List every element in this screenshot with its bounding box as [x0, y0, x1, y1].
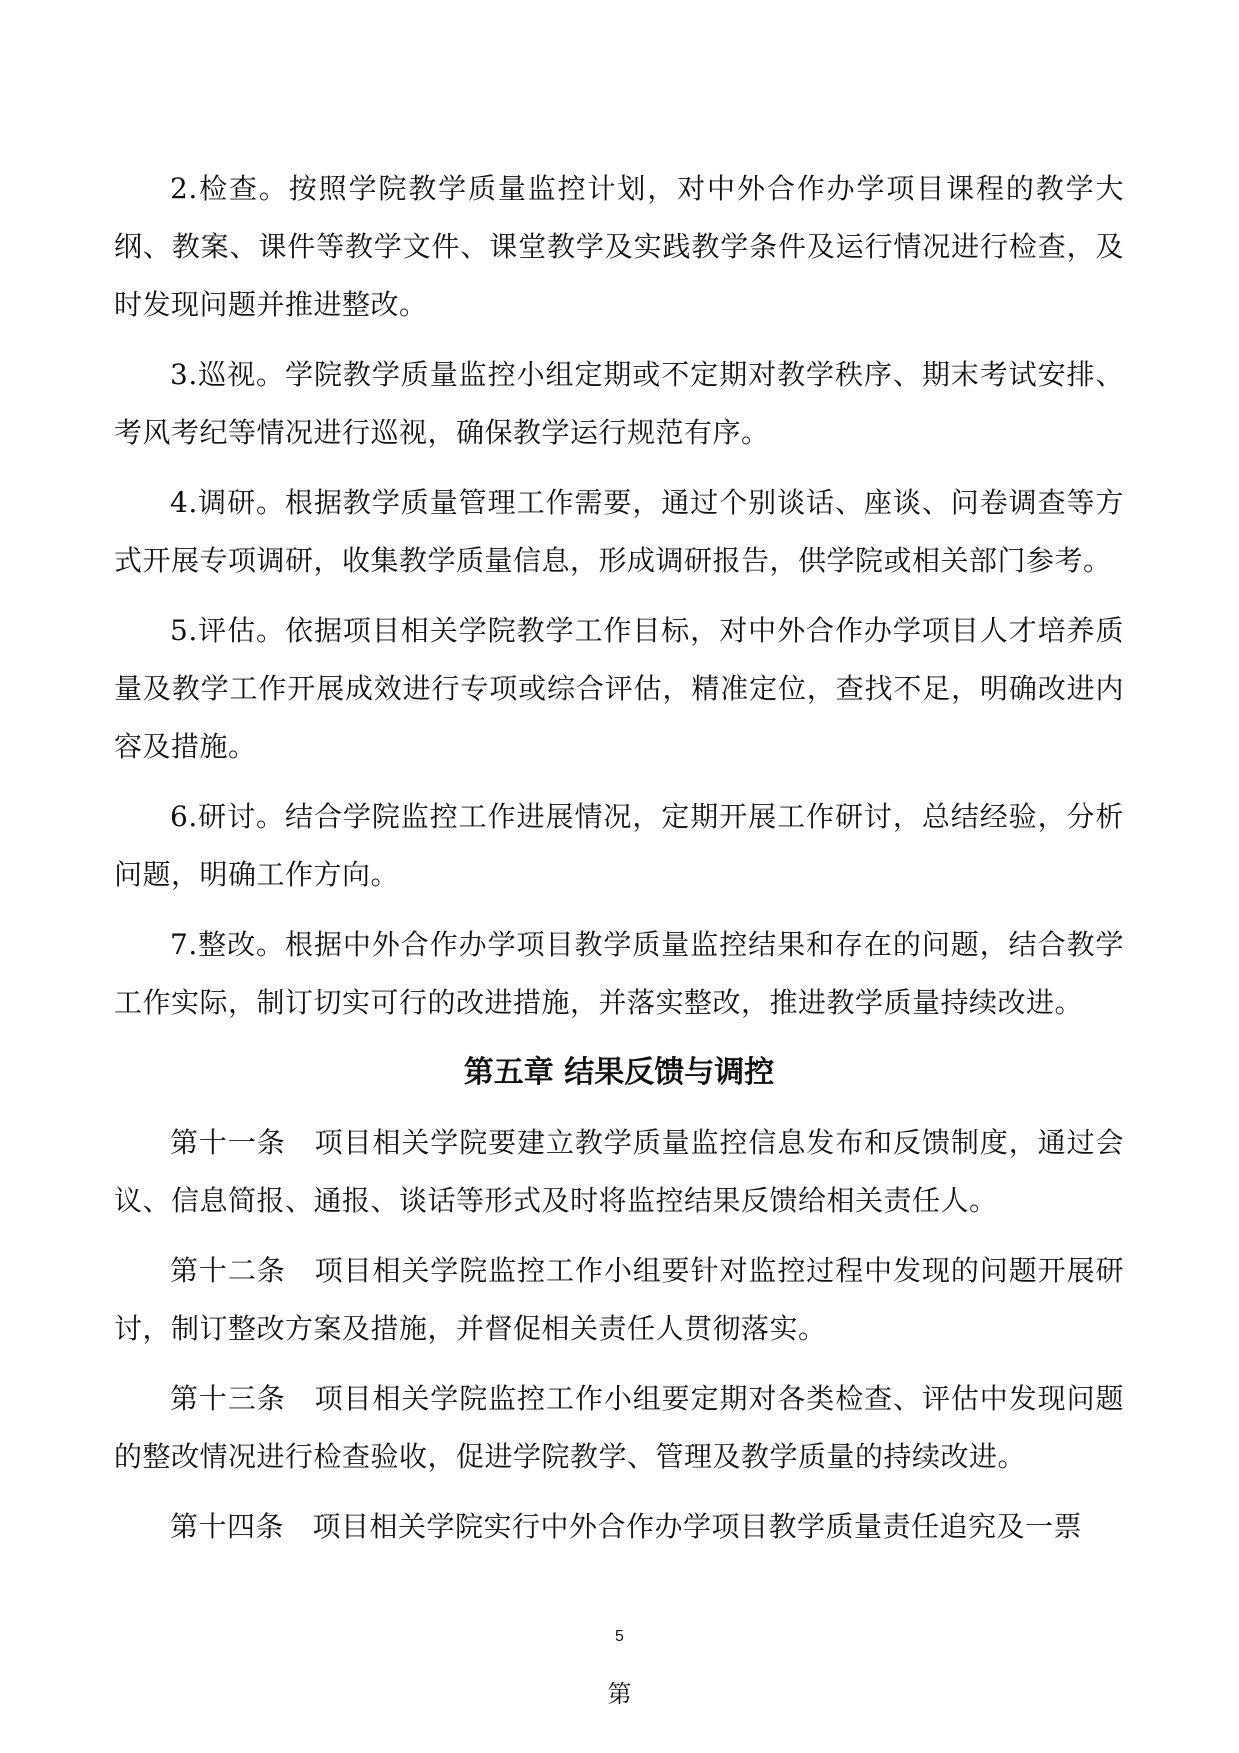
- paragraph-discussion: 6.研讨。结合学院监控工作进展情况，定期开展工作研讨，总结经验，分析问题，明确工作方向。: [114, 800, 1124, 891]
- paragraph-evaluation: 5.评估。依据项目相关学院教学工作目标，对中外合作办学项目人才培养质量及教学工作开展成效进行专项或综合评估，精准定位，查找不足，明确改进内容及措施。: [114, 614, 1124, 763]
- paragraph-inspection: 2.检查。按照学院教学质量监控计划，对中外合作办学项目课程的教学大纲、教案、课件等教学文件、课堂教学及实践教学条件及运行情况进行检查，及时发现问题并推进整改。: [114, 172, 1124, 321]
- paragraph-rectification: 7.整改。根据中外合作办学项目教学质量监控结果和存在的问题，结合教学工作实际，制订切实可行的改进措施，并落实整改，推进教学质量持续改进。: [114, 928, 1124, 1019]
- article-11: 第十一条 项目相关学院要建立教学质量监控信息发布和反馈制度，通过会议、信息简报、通报、谈话等形式及时将监控结果反馈给相关责任人。: [114, 1126, 1124, 1217]
- page-number: 5: [615, 1628, 624, 1645]
- article-13: 第十三条 项目相关学院监控工作小组要定期对各类检查、评估中发现问题的整改情况进行检查验收，促进学院教学、管理及教学质量的持续改进。: [114, 1382, 1124, 1473]
- paragraph-patrol: 3.巡视。学院教学质量监控小组定期或不定期对教学秩序、期末考试安排、考风考纪等情况进行巡视，确保教学运行规范有序。: [114, 358, 1124, 449]
- paragraph-research: 4.调研。根据教学质量管理工作需要，通过个别谈话、座谈、问卷调查等方式开展专项调研，收集教学质量信息，形成调研报告，供学院或相关部门参考。: [114, 486, 1124, 577]
- document-body: [114, 160, 1124, 1568]
- page-suffix: 第: [607, 1680, 632, 1708]
- article-14: 第十四条 项目相关学院实行中外合作办学项目教学质量责任追究及一票: [170, 1510, 1083, 1543]
- article-12: 第十二条 项目相关学院监控工作小组要针对监控过程中发现的问题开展研讨，制订整改方案及措施，并督促相关责任人贯彻落实。: [114, 1254, 1124, 1345]
- chapter-heading: 第五章 结果反馈与调控: [463, 1055, 775, 1090]
